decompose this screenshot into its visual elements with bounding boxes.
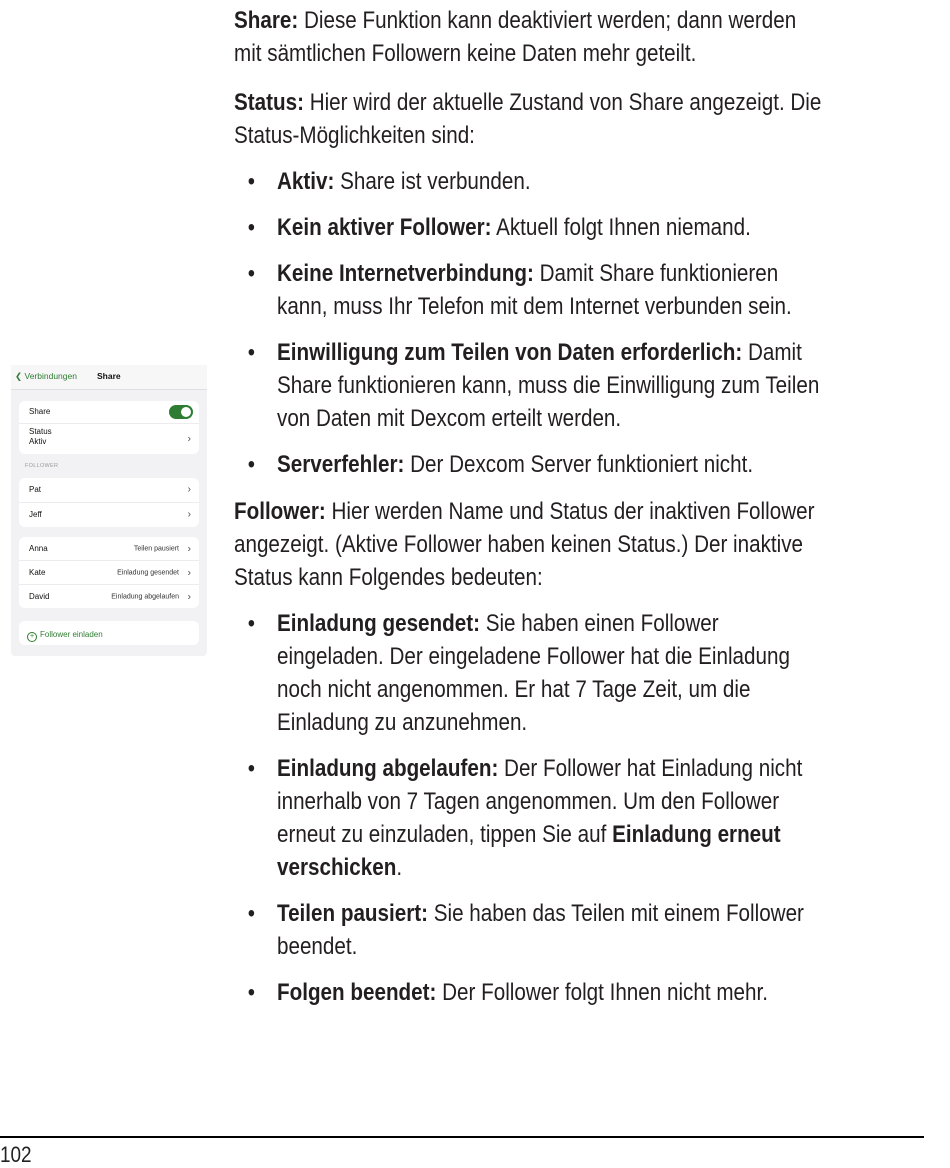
chevron-right-icon: › <box>187 484 191 495</box>
term: Teilen pausiert: <box>277 900 429 927</box>
status-list <box>234 165 827 481</box>
follower-status-list <box>234 607 827 1009</box>
description: Der Dexcom Server funktioniert nicht. <box>404 451 754 478</box>
list-item <box>234 257 827 323</box>
inline-term: Einladung erneut verschicken <box>277 821 781 881</box>
description: Sie haben das Teilen mit einem Follower beendet. <box>277 900 804 960</box>
term: Folgen beendet: <box>277 979 437 1006</box>
list-item <box>234 165 827 198</box>
follower-status: Einladung gesendet <box>117 569 179 576</box>
term: Keine Internetverbindung: <box>277 260 534 287</box>
follower-name: Pat <box>29 485 42 494</box>
list-item <box>234 752 827 884</box>
chevron-right-icon: › <box>187 509 191 520</box>
back-label: Verbindungen <box>24 371 77 381</box>
back-button[interactable] <box>15 371 77 382</box>
follower-name: Kate <box>29 568 46 577</box>
list-item <box>234 897 827 963</box>
term: Serverfehler: <box>277 451 405 478</box>
term: Follower: <box>234 498 326 525</box>
status-row[interactable] <box>19 424 199 454</box>
description: Damit Share funktionieren kann, muss die Einwilligung zum Teilen von Daten mit Dexcom erteilt werden. <box>277 339 820 432</box>
description: Sie haben einen Follower eingeladen. Der eingeladene Follower hat die Einladung noch nicht angenommen. Er hat 7 Tage Zeit, um die Einladung zu anzunehmen. <box>277 610 790 736</box>
paragraph-follower <box>234 495 827 594</box>
chevron-right-icon: › <box>187 543 191 554</box>
follower-name: Jeff <box>29 510 42 519</box>
share-toggle[interactable] <box>169 405 193 419</box>
page-number: 102 <box>0 1142 32 1167</box>
share-row <box>19 401 199 424</box>
chevron-right-icon: › <box>187 591 191 602</box>
term: Share: <box>234 7 299 34</box>
list-item <box>234 336 827 435</box>
status-label: Status <box>29 427 52 436</box>
description: Der Follower hat Einladung nicht innerhalb von 7 Tagen angenommen. Um den Follower erneut zu einzuladen, tippen Sie auf <box>277 755 803 848</box>
share-label: Share <box>29 407 51 416</box>
section-header: FOLLOWER <box>25 463 59 469</box>
description: Hier wird der aktuelle Zustand von Share angezeigt. Die Status-Möglichkeiten sind: <box>234 89 822 149</box>
plus-circle-icon: + <box>27 632 37 642</box>
description-tail: . <box>396 854 403 881</box>
chevron-right-icon: › <box>187 567 191 578</box>
status-value: Aktiv <box>29 437 47 446</box>
description: Diese Funktion kann deaktiviert werden; dann werden mit sämtlichen Followern keine Daten mehr geteilt. <box>234 7 797 67</box>
invite-label: Follower einladen <box>40 630 103 639</box>
list-item <box>234 448 827 481</box>
chevron-left-icon: ❮ <box>15 371 23 381</box>
follower-row[interactable] <box>19 561 199 585</box>
share-settings-group <box>19 401 199 454</box>
phone-screenshot <box>11 365 207 656</box>
follower-status: Einladung abgelaufen <box>111 593 179 600</box>
description: Der Follower folgt Ihnen nicht mehr. <box>436 979 768 1006</box>
follower-row[interactable] <box>19 478 199 503</box>
follower-row[interactable] <box>19 537 199 561</box>
description: Share ist verbunden. <box>334 168 531 195</box>
paragraph-status <box>234 86 827 152</box>
follower-row[interactable] <box>19 503 199 527</box>
term: Aktiv: <box>277 168 335 195</box>
follower-name: David <box>29 592 50 601</box>
term: Einladung gesendet: <box>277 610 480 637</box>
follower-status: Teilen pausiert <box>133 545 179 552</box>
active-followers-group <box>19 478 199 527</box>
description: Aktuell folgt Ihnen niemand. <box>491 214 751 241</box>
term: Kein aktiver Follower: <box>277 214 492 241</box>
follower-name: Anna <box>29 544 48 553</box>
list-item <box>234 607 827 739</box>
term: Einwilligung zum Teilen von Daten erforderlich: <box>277 339 743 366</box>
description: Damit Share funktionieren kann, muss Ihr Telefon mit dem Internet verbunden sein. <box>277 260 792 320</box>
inactive-followers-group <box>19 537 199 608</box>
invite-follower-button[interactable] <box>19 621 199 645</box>
list-item <box>234 211 827 244</box>
term: Einladung abgelaufen: <box>277 755 499 782</box>
manual-text <box>234 0 827 1009</box>
invite-row <box>19 630 103 639</box>
chevron-right-icon: › <box>187 433 191 445</box>
description: Hier werden Name und Status der inaktiven Follower angezeigt. (Aktive Follower haben keinen Status.) Der inaktive Status kann Folgendes bedeuten: <box>234 498 815 591</box>
nav-bar <box>11 365 207 390</box>
paragraph-share <box>234 4 827 70</box>
page-title: Share <box>97 371 121 381</box>
term: Status: <box>234 89 304 116</box>
list-item <box>234 976 827 1009</box>
footer-rule <box>0 1136 924 1138</box>
follower-row[interactable] <box>19 585 199 608</box>
